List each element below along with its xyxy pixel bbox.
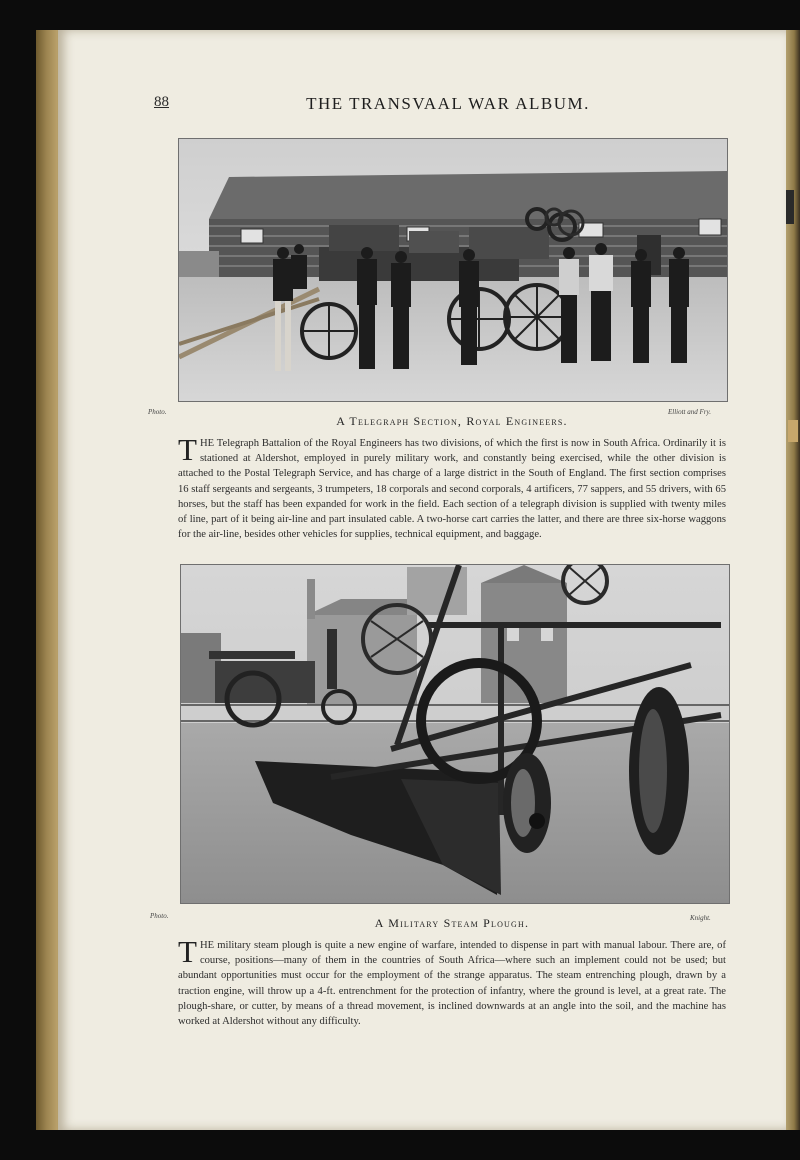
photo-1-credit-left: Photo. xyxy=(148,408,167,416)
photo-2-credit-right: Knight. xyxy=(690,914,711,922)
page-tab-tan xyxy=(788,420,798,442)
photo-1-caption: A Telegraph Section, Royal Engineers. xyxy=(336,414,568,428)
paragraph-steam-plough-text: HE military steam plough is quite a new engine of warfare, intended to dispense in part with manual labour. There are, of course, positions—many of them in the countries of South Africa—where such an implement could not be used; but abundant opportunities must occur for the employment of the strange apparatus. The steam entrenching plough, drawn by a traction engine, will throw up a 4-ft. entrenchment for the protection of infantry, where the ground is level, at a great rate. The plough-share, or cutter, by means of a thread movement, is inclined downwards at an angle into the soil, and the machine has worked at Aldershot without any difficulty. xyxy=(178,940,726,1028)
page-tab-dark xyxy=(786,190,794,224)
photo-2-caption: A Military Steam Plough. xyxy=(374,916,530,930)
drop-cap: T xyxy=(178,432,197,467)
paragraph-steam-plough xyxy=(178,934,726,1029)
page-number: 88 xyxy=(154,94,169,110)
paragraph-telegraph-text: HE Telegraph Battalion of the Royal Engineers has two divisions, of which the first is now in South Africa. Ordinarily it is stationed at Aldershot, employed in purely military work, and constantly being exercised, while the other division is attached to the Postal Telegraph Service, and has charge of a large district in the South of England. The first section comprises 16 staff sergeants and sergeants, 3 trumpeters, 18 corporals and second corporals, 4 artificers, 77 sappers, and 55 drivers, with 65 horses, but the staff has been expanded for work in the field. Each section of a telegraph division is supplied with twenty miles of line, part of it being air-line and part insulated cable. A two-horse cart carries the latter, and there are three six-horse waggons for the air-line, besides other vehicles for supplies, technical equipment, and baggage. xyxy=(178,438,726,541)
album-page xyxy=(58,30,786,1130)
drop-cap-2: T xyxy=(178,934,197,969)
steam-plough-photo xyxy=(180,564,730,904)
paragraph-telegraph xyxy=(178,432,726,542)
page-header xyxy=(58,94,786,124)
photo-2-credit-left: Photo. xyxy=(150,912,169,920)
running-title: THE TRANSVAAL WAR ALBUM. xyxy=(306,94,590,113)
telegraph-section-photo xyxy=(178,138,728,402)
photo-1-credit-right: Elliott and Fry. xyxy=(668,408,711,416)
